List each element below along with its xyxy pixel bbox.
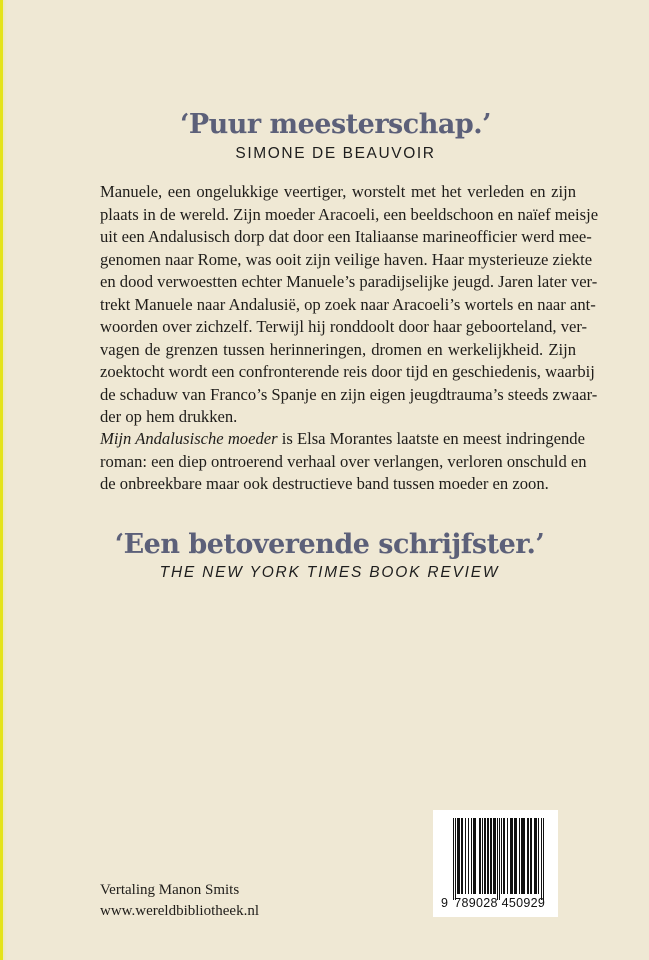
review-quote-top: ‘Puur meesterschap.’	[179, 109, 492, 140]
blurb-line: genomen naar Rome, was ooit zijn veilige haven. Haar mysterieuze ziekte	[100, 249, 593, 269]
blurb-line	[100, 428, 585, 451]
blurb-line: zoektocht wordt een confronterende reis door tijd en geschiedenis, waarbij	[100, 362, 595, 381]
edge-strip-shadow	[3, 0, 7, 960]
blurb-line: de schaduw van Franco’s Spanje en zijn eigen jeugdtrauma’s steeds zwaar-	[100, 384, 598, 404]
review-attribution-top: SIMONE DE BEAUVOIR	[235, 145, 436, 162]
isbn-right-group: 450929	[501, 896, 546, 910]
blurb-line: trekt Manuele naar Andalusië, op zoek naar Aracoeli’s wortels en naar ant-	[100, 294, 596, 314]
barcode-bar	[543, 818, 544, 900]
blurb-paragraph-1	[100, 181, 599, 429]
blurb-line: de onbreekbare maar ook destructieve band tussen moeder en zoon.	[100, 474, 549, 493]
barcode-bars	[453, 818, 545, 900]
blurb-line: Manuele, een ongelukkige veertiger, worstelt met het verleden en zijn	[100, 182, 576, 201]
isbn-first-digit: 9	[441, 896, 449, 910]
blurb-line-rest: is Elsa Morantes laatste en meest indringende	[277, 429, 585, 448]
blurb-paragraph-2	[100, 428, 587, 496]
isbn-digits	[441, 896, 553, 910]
book-title-italic: Mijn Andalusische moeder	[100, 429, 278, 448]
blurb-line: roman: een diep ontroerend verhaal over verlangen, verloren onschuld en	[100, 451, 587, 471]
blurb-line: uit een Andalusisch dorp dat door een Italiaanse marineofficier werd mee-	[100, 227, 592, 246]
blurb-line: der op hem drukken.	[100, 407, 238, 426]
review-attribution-bottom: THE NEW YORK TIMES BOOK REVIEW	[159, 564, 500, 581]
isbn-barcode	[433, 810, 558, 917]
review-quote-bottom: ‘Een betoverende schrijfster.’	[114, 529, 545, 560]
credits	[100, 880, 259, 922]
translator-credit: Vertaling Manon Smits	[100, 882, 240, 898]
publisher-website: www.wereldbibliotheek.nl	[100, 903, 259, 919]
isbn-left-group: 789028	[454, 896, 498, 910]
blurb-line: vagen de grenzen tussen herinneringen, dromen en werkelijkheid. Zijn	[100, 339, 576, 359]
blurb-line: woorden over zichzelf. Terwijl hij ronddoolt door haar geboorteland, ver-	[100, 317, 588, 336]
blurb-line: plaats in de wereld. Zijn moeder Aracoeli, een beeldschoon en naïef meisje	[100, 204, 599, 224]
blurb-line: en dood verwoestten echter Manuele’s paradijselijke jeugd. Jaren later ver-	[100, 272, 598, 291]
